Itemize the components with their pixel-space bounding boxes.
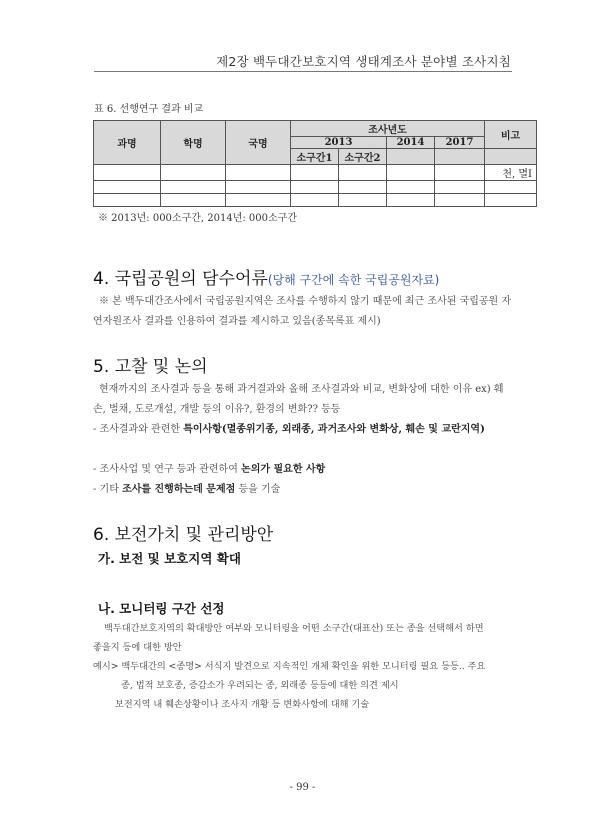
header-family: 과명 — [94, 121, 161, 165]
header-section: 소구간2 — [339, 149, 387, 165]
note-cell: 천, 멸Ⅰ — [485, 165, 537, 181]
comparison-table — [93, 120, 537, 207]
monitoring-example-1: 예시> 백두대간의 <종명> 서식지 발견으로 지속적인 개체 확인을 위한 모니터링 필요 등등.. 주요 — [93, 661, 486, 672]
table-caption: 표 6. 선행연구 결과 비교 — [94, 104, 204, 115]
header-species: 학명 — [161, 121, 226, 165]
section-4-subtitle: (당해 구간에 속한 국립공원자료) — [267, 273, 440, 287]
bullet-1-text: - 조사결과와 관련한 — [93, 424, 184, 435]
bullet-3-text: - 기타 — [93, 484, 123, 495]
subsection-expansion: 가. 보전 및 보호지역 확대 — [98, 551, 241, 566]
header-korean-name: 국명 — [226, 121, 291, 165]
header-year: 2017 — [435, 137, 485, 149]
bullet-2-text: - 조사사업 및 연구 등과 관련하여 — [93, 464, 242, 475]
table-footnote: ※ 2013년: 000소구간, 2014년: 000소구간 — [98, 213, 297, 224]
monitoring-text-1: 백두대간보호지역의 확대방안 여부와 모니터링을 어떤 소구간(대표산) 또는 종을 선택해서 하면 — [104, 623, 484, 634]
section-4-heading — [93, 264, 439, 289]
bullet-3-emphasis: 조사를 진행하는데 문제점 — [122, 484, 236, 495]
section-5-bullet-3 — [93, 480, 513, 500]
header-empty — [387, 149, 435, 165]
monitoring-text-3: 보전지역 내 훼손상황이나 조사지 개황 등 변화사항에 대해 기술 — [115, 699, 370, 710]
header-divider — [94, 71, 512, 72]
header-section: 소구간1 — [291, 149, 339, 165]
section-4-title: 4. 국립공원의 담수어류 — [93, 269, 268, 289]
header-survey-year: 조사년도 — [291, 121, 485, 137]
bullet-1-emphasis: 특이사항(멸종위기종, 외래종, 과거조사와 변화상, 훼손 및 교란지역) — [183, 424, 485, 435]
header-note: 비고 — [485, 121, 537, 149]
bullet-2-emphasis: 논의가 필요한 사항 — [241, 464, 326, 475]
running-header: 제2장 백두대간보호지역 생태계조사 분야별 조사지침 — [216, 54, 511, 69]
note-cell — [485, 181, 537, 194]
bullet-3-suffix: 등을 기술 — [235, 484, 281, 495]
table-row — [94, 181, 537, 194]
subsection-monitoring: 나. 모니터링 구간 선정 — [98, 601, 225, 616]
section-5-bullet-2 — [93, 460, 513, 480]
monitoring-example-2: 종, 법적 보호종, 증감소가 우려되는 종, 외래종 등등에 대한 의견 제시 — [121, 680, 399, 691]
section-5-intro: 현재까지의 조사결과 등을 통해 과거결과와 올해 조사결과와 비교, 변화상에 대한 이유 ex) 훼손, 벌채, 도로개설, 개발 등의 이유?, 환경의 변화?? 등등 — [93, 384, 504, 415]
header-year: 2013 — [291, 137, 387, 149]
table-row — [94, 165, 537, 181]
note-cell — [485, 194, 537, 207]
section-4-text: ※ 본 백두대간조사에서 국립공원지역은 조사를 수행하지 않기 때문에 최근 조사된 국립공원 자연자원조사 결과를 인용하여 결과를 제시하고 있음(종목록표 제시) — [93, 296, 512, 327]
section-5-bullet-1 — [93, 420, 513, 440]
section-6-heading: 6. 보전가치 및 관리방안 — [93, 525, 274, 545]
page-number: - 99 - — [289, 782, 316, 793]
table-row — [94, 194, 537, 207]
header-empty — [435, 149, 485, 165]
header-year: 2014 — [387, 137, 435, 149]
header-empty — [485, 149, 537, 165]
monitoring-text-2: 좋을지 등에 대한 방안 — [93, 642, 182, 653]
section-5-heading: 5. 고찰 및 논의 — [93, 357, 208, 377]
